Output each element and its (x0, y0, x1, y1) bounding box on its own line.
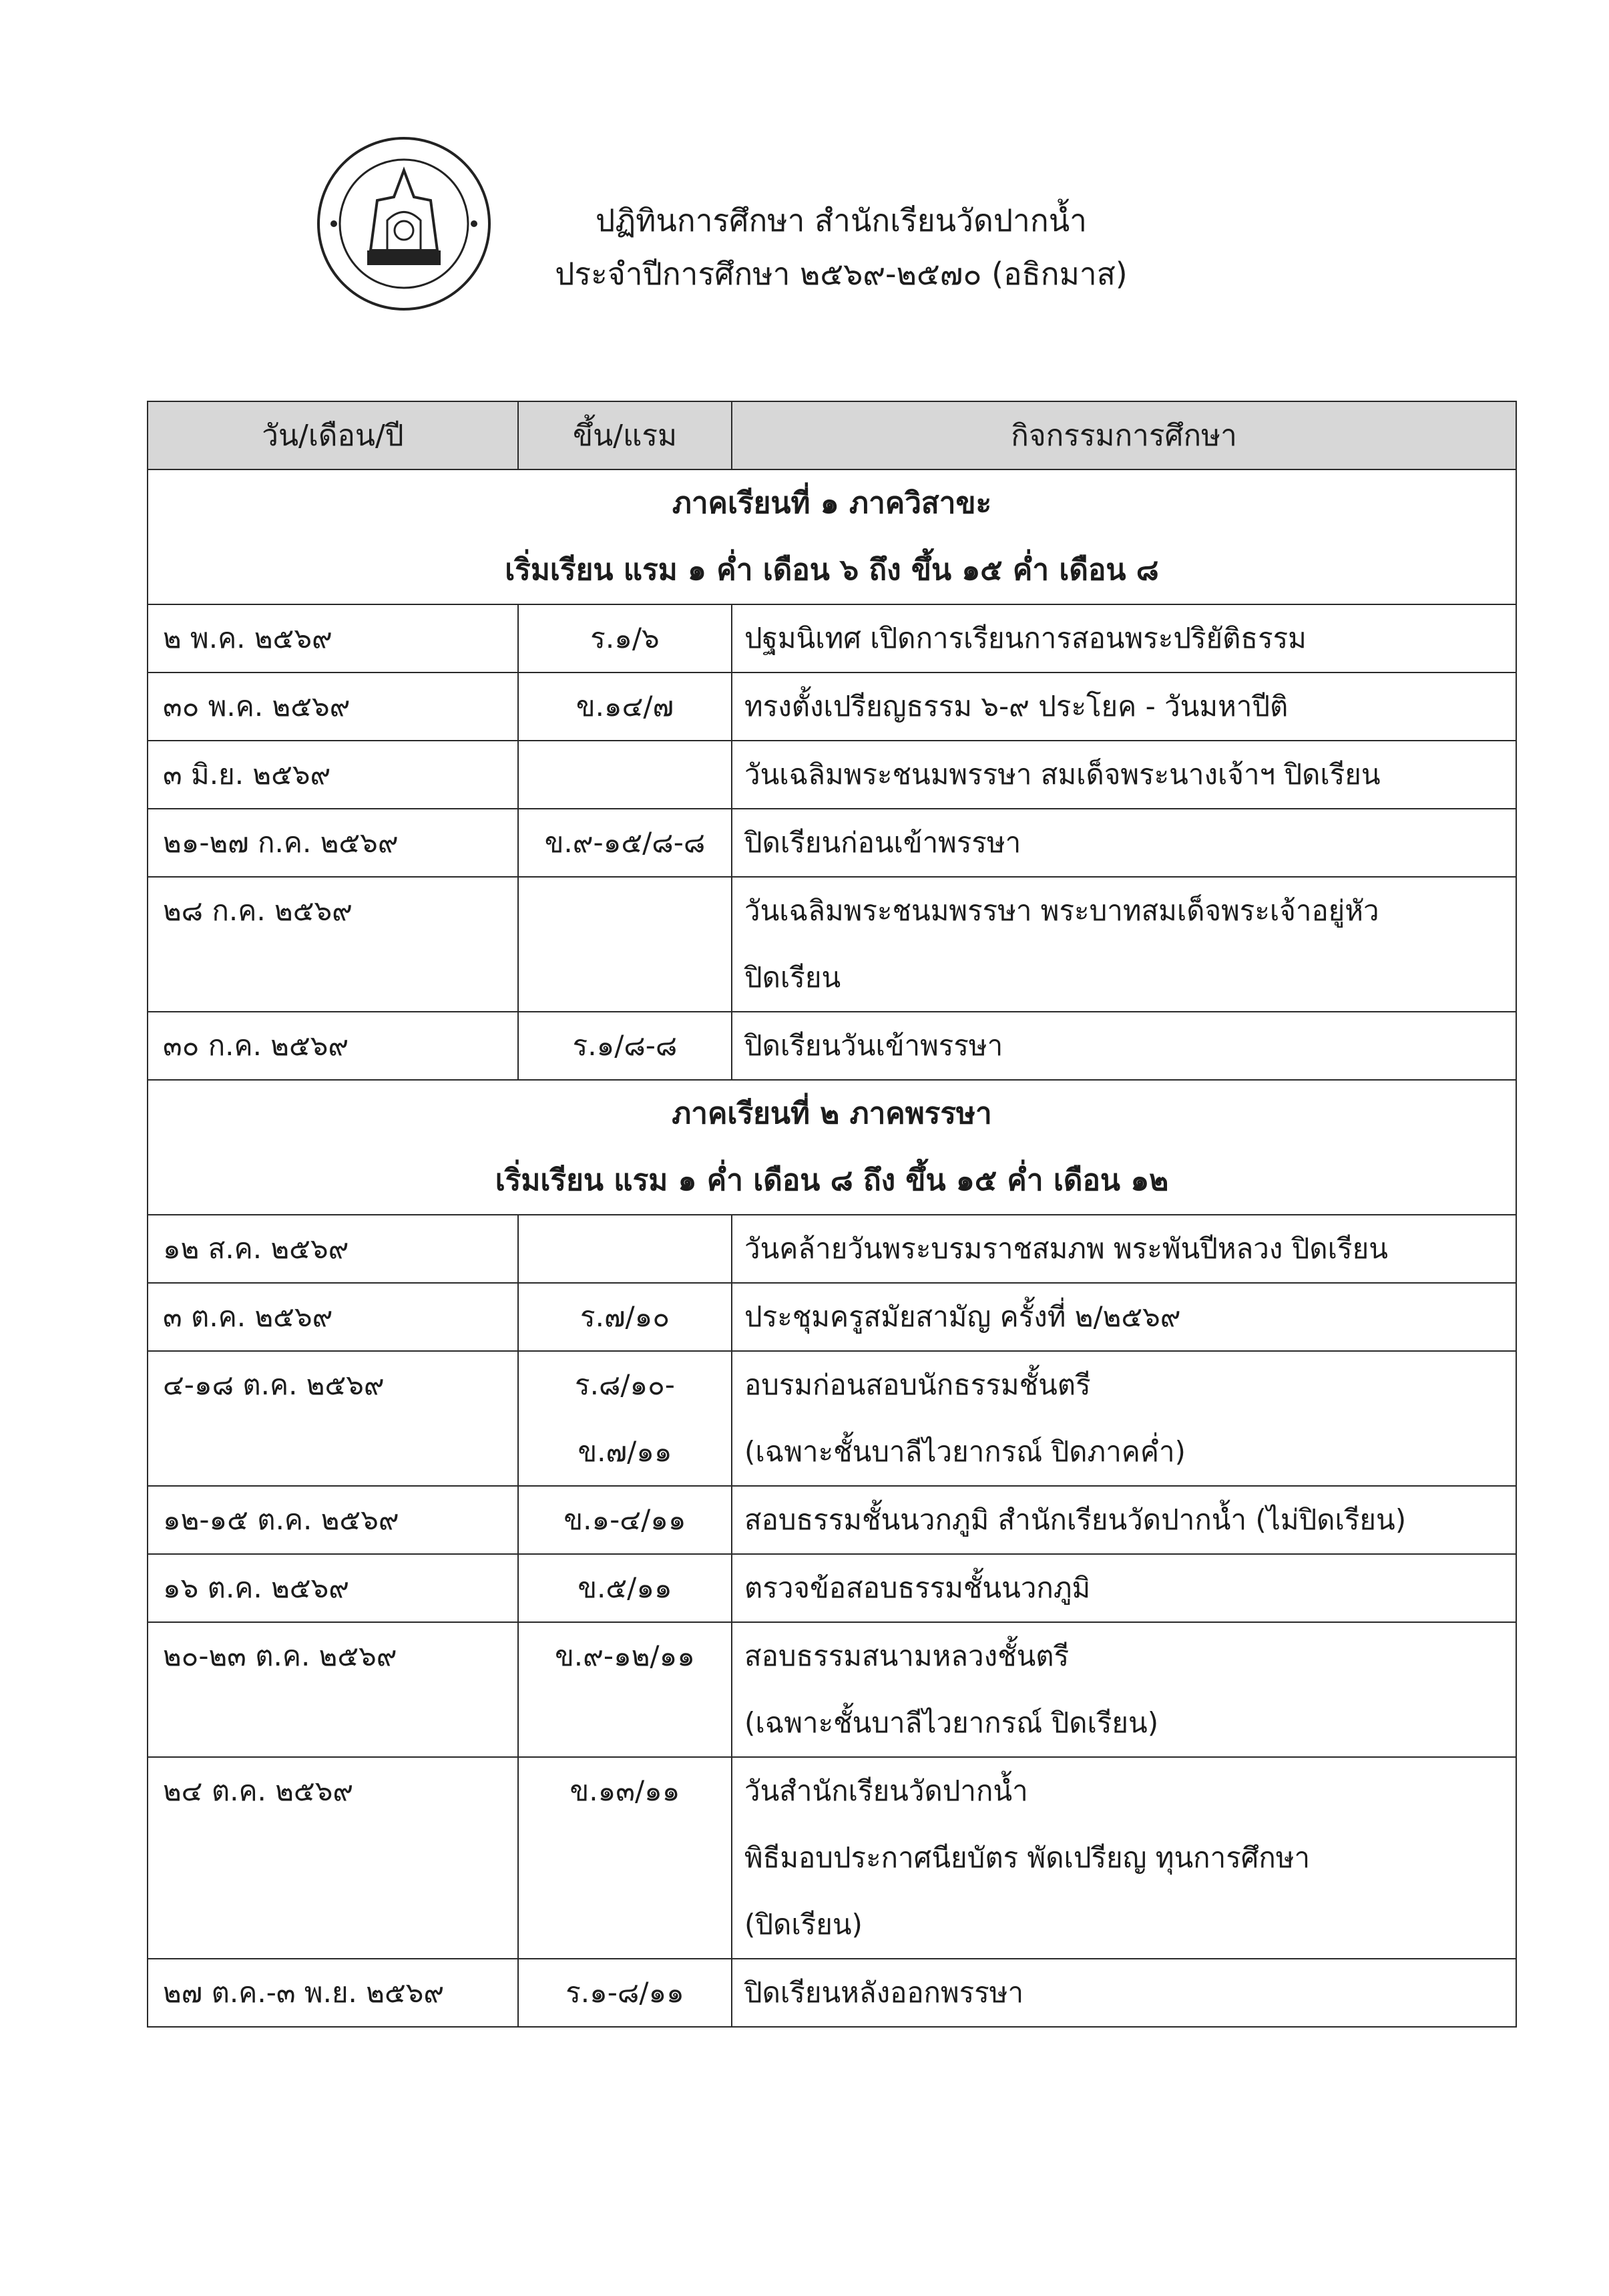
lunar-cell (518, 1215, 732, 1283)
lunar-cell (518, 1554, 732, 1622)
table-row (148, 741, 1516, 809)
activity-line: (เฉพาะชั้นบาลีไวยากรณ์ ปิดเรียน) (744, 1706, 1159, 1739)
table-row (148, 1486, 1516, 1554)
lunar-line: ข.๑๓/๑๑ (569, 1774, 680, 1807)
table-row (148, 604, 1516, 673)
lunar-cell (518, 1486, 732, 1554)
lunar-cell (518, 673, 732, 741)
table-row (148, 1554, 1516, 1622)
date-cell: ๓ มิ.ย. ๒๕๖๙ (148, 741, 518, 809)
activity-cell (732, 1215, 1516, 1283)
semester-subtitle: เริ่มเรียน แรม ๑ ค่ำ เดือน ๖ ถึง ขึ้น ๑๕ ค่ำ เดือน ๘ (505, 553, 1159, 587)
date-cell: ๓๐ พ.ค. ๒๕๖๙ (148, 673, 518, 741)
lunar-cell (518, 1959, 732, 2027)
semester-title: ภาคเรียนที่ ๒ ภาคพรรษา (672, 1097, 992, 1131)
semester-header-row (148, 1080, 1516, 1215)
activity-cell (732, 1283, 1516, 1351)
header-date: วัน/เดือน/ปี (148, 401, 518, 469)
header-activity: กิจกรรมการศึกษา (732, 401, 1516, 469)
table-row (148, 673, 1516, 741)
table-row (148, 1283, 1516, 1351)
date-cell: ๑๒ ส.ค. ๒๕๖๙ (148, 1215, 518, 1283)
activity-line: ทรงตั้งเปรียญธรรม ๖-๙ ประโยค - วันมหาปีติ (744, 690, 1289, 723)
lunar-line: ข.๕/๑๑ (578, 1571, 672, 1604)
date-cell: ๓๐ ก.ค. ๒๕๖๙ (148, 1012, 518, 1080)
semester-header (148, 1080, 1516, 1215)
academic-calendar-table (147, 401, 1517, 2028)
activity-line: วันเฉลิมพระชนมพรรษา พระบาทสมเด็จพระเจ้าอยู่หัว (744, 894, 1379, 927)
activity-cell (732, 1622, 1516, 1757)
activity-line: สอบธรรมสนามหลวงชั้นตรี (744, 1640, 1070, 1672)
lunar-line: ร.๑/๖ (590, 622, 660, 654)
activity-line: ปฐมนิเทศ เปิดการเรียนการสอนพระปริยัติธรรม (744, 622, 1307, 654)
date-cell: ๑๒-๑๕ ต.ค. ๒๕๖๙ (148, 1486, 518, 1554)
activity-line: ประชุมครูสมัยสามัญ ครั้งที่ ๒/๒๕๖๙ (744, 1300, 1181, 1333)
date-cell: ๒๗ ต.ค.-๓ พ.ย. ๒๕๖๙ (148, 1959, 518, 2027)
activity-cell (732, 1351, 1516, 1486)
activity-line: (ปิดเรียน) (744, 1908, 863, 1941)
activity-line: วันเฉลิมพระชนมพรรษา สมเด็จพระนางเจ้าฯ ปิดเรียน (744, 758, 1381, 791)
activity-cell (732, 604, 1516, 673)
lunar-line: ร.๘/๑๐- (575, 1368, 675, 1401)
activity-line: (เฉพาะชั้นบาลีไวยากรณ์ ปิดภาคค่ำ) (744, 1435, 1186, 1468)
date-cell: ๔-๑๘ ต.ค. ๒๕๖๙ (148, 1351, 518, 1486)
semester-header (148, 469, 1516, 604)
date-cell: ๒๘ ก.ค. ๒๕๖๙ (148, 877, 518, 1012)
semester-title: ภาคเรียนที่ ๑ ภาควิสาขะ (672, 486, 992, 520)
activity-line: วันคล้ายวันพระบรมราชสมภพ พระพันปีหลวง ปิดเรียน (744, 1232, 1388, 1265)
lunar-line: ร.๑-๘/๑๑ (565, 1976, 684, 2009)
table-row (148, 1215, 1516, 1283)
title-line-2: ประจำปีการศึกษา ๒๕๖๙-๒๕๗๐ (อธิกมาส) (555, 256, 1128, 292)
table-header-row (148, 401, 1516, 469)
activity-line: ปิดเรียน (744, 961, 841, 994)
lunar-line: ข.๙-๑๕/๘-๘ (544, 826, 706, 859)
activity-line: อบรมก่อนสอบนักธรรมชั้นตรี (744, 1368, 1091, 1401)
semester-subtitle: เริ่มเรียน แรม ๑ ค่ำ เดือน ๘ ถึง ขึ้น ๑๕ ค่ำ เดือน ๑๒ (495, 1163, 1169, 1197)
table-row (148, 809, 1516, 877)
lunar-line: ร.๑/๘-๘ (572, 1029, 678, 1062)
activity-cell (732, 809, 1516, 877)
school-seal-logo (314, 134, 494, 314)
activity-line: สอบธรรมชั้นนวกภูมิ สำนักเรียนวัดปากน้ำ (ไม่ปิดเรียน) (744, 1503, 1407, 1536)
lunar-cell (518, 1283, 732, 1351)
activity-line: วันสำนักเรียนวัดปากน้ำ (744, 1774, 1028, 1807)
date-cell: ๒๔ ต.ค. ๒๕๖๙ (148, 1757, 518, 1959)
document-title (507, 194, 1175, 301)
activity-cell (732, 1012, 1516, 1080)
lunar-cell (518, 1351, 732, 1486)
table-row (148, 1012, 1516, 1080)
activity-line: พิธีมอบประกาศนียบัตร พัดเปรียญ ทุนการศึกษา (744, 1841, 1311, 1874)
activity-line: ตรวจข้อสอบธรรมชั้นนวกภูมิ (744, 1571, 1091, 1604)
activity-cell (732, 741, 1516, 809)
lunar-cell (518, 1757, 732, 1959)
activity-cell (732, 1959, 1516, 2027)
date-cell: ๒ พ.ค. ๒๕๖๙ (148, 604, 518, 673)
activity-cell (732, 1554, 1516, 1622)
semester-header-row (148, 469, 1516, 604)
table-row (148, 1959, 1516, 2027)
lunar-line: ข.๑-๔/๑๑ (563, 1503, 686, 1536)
activity-line: ปิดเรียนวันเข้าพรรษา (744, 1029, 1003, 1062)
activity-line: ปิดเรียนหลังออกพรรษา (744, 1976, 1024, 2009)
lunar-cell (518, 1622, 732, 1757)
lunar-cell (518, 604, 732, 673)
lunar-cell (518, 809, 732, 877)
lunar-cell (518, 1012, 732, 1080)
lunar-line: ข.๑๔/๗ (576, 690, 674, 723)
lunar-line: ข.๗/๑๑ (578, 1435, 672, 1468)
activity-line: ปิดเรียนก่อนเข้าพรรษา (744, 826, 1021, 859)
activity-cell (732, 673, 1516, 741)
date-cell: ๑๖ ต.ค. ๒๕๖๙ (148, 1554, 518, 1622)
lunar-line: ข.๙-๑๒/๑๑ (555, 1640, 695, 1672)
lunar-line: ร.๗/๑๐ (580, 1300, 670, 1333)
header-lunar: ขึ้น/แรม (518, 401, 732, 469)
title-line-1: ปฏิทินการศึกษา สำนักเรียนวัดปากน้ำ (596, 202, 1087, 238)
date-cell: ๓ ต.ค. ๒๕๖๙ (148, 1283, 518, 1351)
table-row (148, 877, 1516, 1012)
activity-cell (732, 1486, 1516, 1554)
date-cell: ๒๑-๒๗ ก.ค. ๒๕๖๙ (148, 809, 518, 877)
activity-cell (732, 877, 1516, 1012)
lunar-cell (518, 741, 732, 809)
lunar-cell (518, 877, 732, 1012)
activity-cell (732, 1757, 1516, 1959)
table-row (148, 1351, 1516, 1486)
table-row (148, 1622, 1516, 1757)
date-cell: ๒๐-๒๓ ต.ค. ๒๕๖๙ (148, 1622, 518, 1757)
table-row (148, 1757, 1516, 1959)
